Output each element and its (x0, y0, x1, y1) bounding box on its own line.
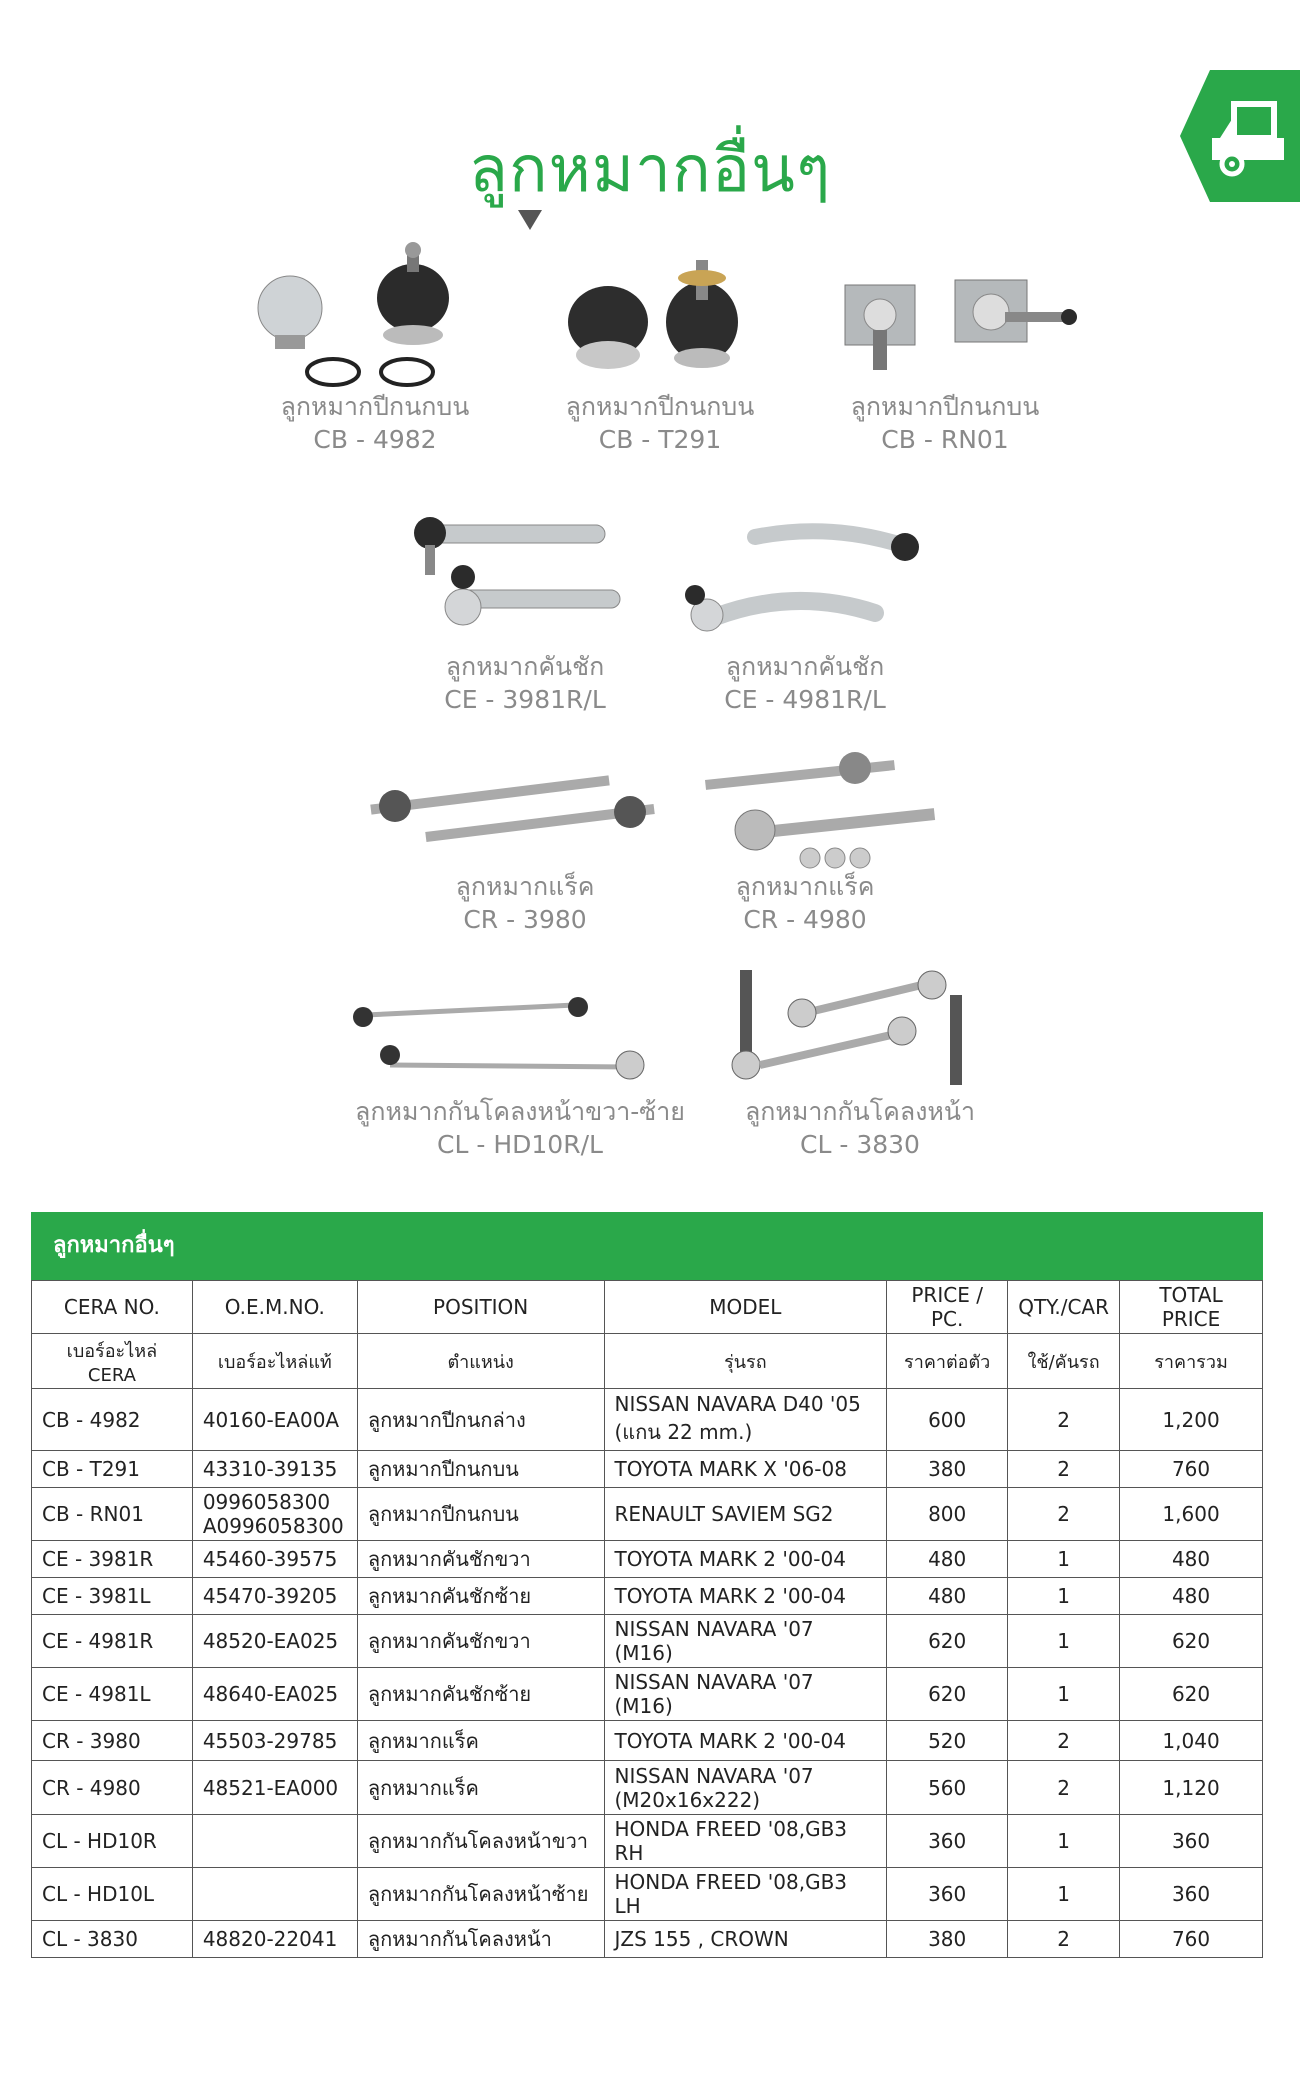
cell-model: TOYOTA MARK 2 '00-04 (604, 1721, 887, 1761)
table-row (32, 1578, 1263, 1615)
cell-model: NISSAN NAVARA '07 (M20x16x222) (604, 1761, 887, 1815)
cell-cera-no: CE - 3981R (32, 1541, 193, 1578)
tie-rod-end-image (625, 495, 985, 650)
page-title: ลูกหมากอื่นๆ (468, 133, 832, 207)
col-price: PRICE / PC. (887, 1281, 1008, 1334)
cell-price: 380 (887, 1451, 1008, 1488)
product-card (765, 240, 1125, 456)
table-row (32, 1868, 1263, 1921)
col-oem-no: O.E.M.NO. (192, 1281, 357, 1334)
cell-oem-no: 48640-EA025 (192, 1668, 357, 1721)
cell-price: 800 (887, 1488, 1008, 1541)
cell-qty: 2 (1008, 1451, 1120, 1488)
cell-total: 1,200 (1120, 1389, 1263, 1451)
col-model: MODEL (604, 1281, 887, 1334)
product-name: ลูกหมากคันชัก (445, 652, 605, 681)
table-row (32, 1488, 1263, 1541)
cell-price: 360 (887, 1868, 1008, 1921)
cell-cera-no: CL - HD10L (32, 1868, 193, 1921)
product-name: ลูกหมากแร็ค (735, 872, 875, 901)
col-position: POSITION (357, 1281, 604, 1334)
cell-oem-no: 45460-39575 (192, 1541, 357, 1578)
col-position-th: ตำแหน่ง (357, 1334, 604, 1389)
cell-total: 1,120 (1120, 1761, 1263, 1815)
table-row (32, 1389, 1263, 1451)
product-name: ลูกหมากกันโคลงหน้าขวา-ซ้าย (355, 1097, 685, 1126)
col-model-th: รุ่นรถ (604, 1334, 887, 1389)
cell-cera-no: CB - 4982 (32, 1389, 193, 1451)
table-row (32, 1615, 1263, 1668)
product-card (680, 965, 1040, 1161)
product-code: CL - 3830 (800, 1130, 920, 1159)
cell-model: HONDA FREED '08,GB3 LH (604, 1868, 887, 1921)
cell-price: 520 (887, 1721, 1008, 1761)
cell-oem-no (192, 1815, 357, 1868)
product-code: CR - 3980 (463, 905, 587, 934)
cell-oem-no: 45503-29785 (192, 1721, 357, 1761)
cell-total: 620 (1120, 1668, 1263, 1721)
table-row (32, 1721, 1263, 1761)
cell-cera-no: CL - HD10R (32, 1815, 193, 1868)
cell-position: ลูกหมากกันโคลงหน้าขวา (357, 1815, 604, 1868)
product-code: CR - 4980 (743, 905, 867, 934)
cell-qty: 1 (1008, 1815, 1120, 1868)
cell-total: 360 (1120, 1868, 1263, 1921)
cell-cera-no: CE - 4981L (32, 1668, 193, 1721)
cell-qty: 1 (1008, 1578, 1120, 1615)
product-name: ลูกหมากคันชัก (725, 652, 885, 681)
table-row (32, 1451, 1263, 1488)
stabilizer-link-image (680, 965, 1040, 1095)
cell-position: ลูกหมากปีกนกบน (357, 1451, 604, 1488)
cell-position: ลูกหมากปีกนกบน (357, 1488, 604, 1541)
table-row (32, 1815, 1263, 1868)
header-row-th (32, 1334, 1263, 1389)
product-code: CE - 4981R/L (724, 685, 886, 714)
rack-end-image (625, 740, 985, 870)
cell-qty: 2 (1008, 1761, 1120, 1815)
col-price-th: ราคาต่อตัว (887, 1334, 1008, 1389)
cell-model: NISSAN NAVARA '07 (M16) (604, 1668, 887, 1721)
cell-position: ลูกหมากกันโคลงหน้า (357, 1921, 604, 1958)
cell-model: HONDA FREED '08,GB3 RH (604, 1815, 887, 1868)
cell-oem-no: 48820-22041 (192, 1921, 357, 1958)
cell-oem-no: 48521-EA000 (192, 1761, 357, 1815)
table-row (32, 1541, 1263, 1578)
col-cera-no: CERA NO. (32, 1281, 193, 1334)
cell-qty: 1 (1008, 1541, 1120, 1578)
stabilizer-link-image (320, 965, 720, 1095)
cell-total: 760 (1120, 1451, 1263, 1488)
col-total-th: ราคารวม (1120, 1334, 1263, 1389)
col-total: TOTAL PRICE (1120, 1281, 1263, 1334)
cell-qty: 1 (1008, 1868, 1120, 1921)
cell-price: 480 (887, 1578, 1008, 1615)
down-arrow-icon (518, 210, 542, 230)
cell-price: 360 (887, 1815, 1008, 1868)
ball-joint-image (765, 240, 1125, 390)
product-code: CE - 3981R/L (444, 685, 606, 714)
cell-oem-no: 45470-39205 (192, 1578, 357, 1615)
cell-oem-no: 43310-39135 (192, 1451, 357, 1488)
cell-qty: 2 (1008, 1488, 1120, 1541)
cell-price: 380 (887, 1921, 1008, 1958)
cell-oem-no: 48520-EA025 (192, 1615, 357, 1668)
product-card (625, 495, 985, 716)
cell-model: TOYOTA MARK 2 '00-04 (604, 1578, 887, 1615)
col-qty: QTY./CAR (1008, 1281, 1120, 1334)
cell-qty: 1 (1008, 1615, 1120, 1668)
col-cera-no-th: เบอร์อะไหล่ CERA (32, 1334, 193, 1389)
col-oem-no-th: เบอร์อะไหล่แท้ (192, 1334, 357, 1389)
cell-cera-no: CE - 3981L (32, 1578, 193, 1615)
cell-oem-no: 40160-EA00A (192, 1389, 357, 1451)
cell-position: ลูกหมากคันชักขวา (357, 1615, 604, 1668)
price-table (31, 1212, 1263, 1958)
cell-model: JZS 155 , CROWN (604, 1921, 887, 1958)
cell-total: 480 (1120, 1578, 1263, 1615)
cell-position: ลูกหมากกันโคลงหน้าซ้าย (357, 1868, 604, 1921)
truck-icon (1180, 70, 1300, 202)
product-code: CB - 4982 (313, 425, 437, 454)
cell-position: ลูกหมากคันชักซ้าย (357, 1668, 604, 1721)
product-name: ลูกหมากปีกนกบน (280, 392, 470, 421)
cell-position: ลูกหมากคันชักซ้าย (357, 1578, 604, 1615)
cell-model: RENAULT SAVIEM SG2 (604, 1488, 887, 1541)
cell-model: TOYOTA MARK X '06-08 (604, 1451, 887, 1488)
cell-oem-no: 0996058300 A0996058300 (192, 1488, 357, 1541)
cell-cera-no: CB - T291 (32, 1451, 193, 1488)
cell-total: 760 (1120, 1921, 1263, 1958)
table-row (32, 1761, 1263, 1815)
cell-total: 620 (1120, 1615, 1263, 1668)
header-row-en (32, 1281, 1263, 1334)
product-name: ลูกหมากแร็ค (455, 872, 595, 901)
cell-price: 620 (887, 1668, 1008, 1721)
cell-total: 360 (1120, 1815, 1263, 1868)
product-card (625, 740, 985, 936)
cell-price: 480 (887, 1541, 1008, 1578)
cell-position: ลูกหมากคันชักขวา (357, 1541, 604, 1578)
cell-cera-no: CL - 3830 (32, 1921, 193, 1958)
table-title: ลูกหมากอื่นๆ (31, 1212, 1263, 1280)
cell-position: ลูกหมากปีกนกล่าง (357, 1389, 604, 1451)
cell-position: ลูกหมากแร็ค (357, 1761, 604, 1815)
cell-model: NISSAN NAVARA '07 (M16) (604, 1615, 887, 1668)
cell-model: NISSAN NAVARA D40 '05 (แกน 22 mm.) (604, 1389, 887, 1451)
cell-cera-no: CB - RN01 (32, 1488, 193, 1541)
cell-oem-no (192, 1868, 357, 1921)
col-qty-th: ใช้/คันรถ (1008, 1334, 1120, 1389)
cell-qty: 1 (1008, 1668, 1120, 1721)
cell-qty: 2 (1008, 1921, 1120, 1958)
product-name: ลูกหมากปีกนกบน (565, 392, 755, 421)
cell-cera-no: CR - 4980 (32, 1761, 193, 1815)
cell-cera-no: CR - 3980 (32, 1721, 193, 1761)
cell-qty: 2 (1008, 1721, 1120, 1761)
cell-qty: 2 (1008, 1389, 1120, 1451)
product-code: CB - RN01 (881, 425, 1009, 454)
product-card (320, 965, 720, 1161)
table-row (32, 1921, 1263, 1958)
cell-price: 560 (887, 1761, 1008, 1815)
cell-total: 1,040 (1120, 1721, 1263, 1761)
cell-price: 620 (887, 1615, 1008, 1668)
table-row (32, 1668, 1263, 1721)
product-name: ลูกหมากปีกนกบน (850, 392, 1040, 421)
product-code: CL - HD10R/L (437, 1130, 603, 1159)
cell-total: 1,600 (1120, 1488, 1263, 1541)
cell-cera-no: CE - 4981R (32, 1615, 193, 1668)
product-code: CB - T291 (598, 425, 722, 454)
cell-price: 600 (887, 1389, 1008, 1451)
cell-model: TOYOTA MARK 2 '00-04 (604, 1541, 887, 1578)
cell-position: ลูกหมากแร็ค (357, 1721, 604, 1761)
product-name: ลูกหมากกันโคลงหน้า (744, 1097, 976, 1126)
cell-total: 480 (1120, 1541, 1263, 1578)
